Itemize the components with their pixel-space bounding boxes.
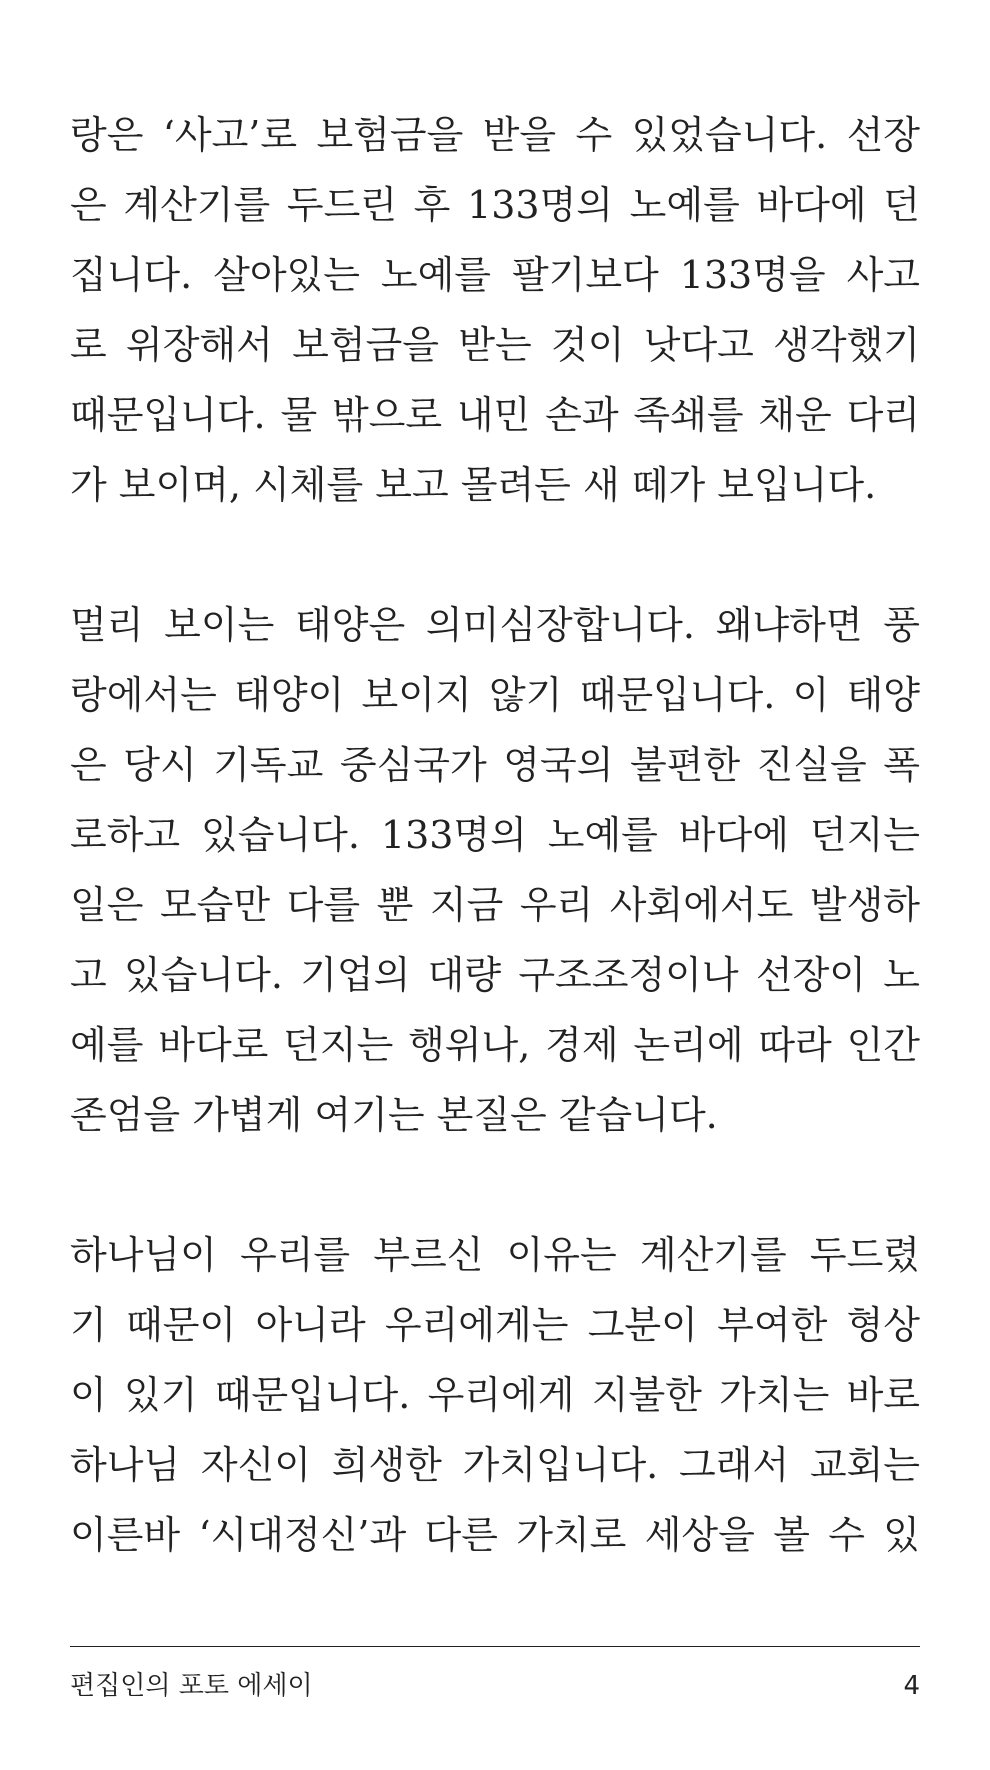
text-line: 기 때문이 아니라 우리에게는 그분이 부여한 형상 <box>70 1303 920 1347</box>
paragraph <box>70 100 920 520</box>
text-line: 하나님이 우리를 부르신 이유는 계산기를 두드렸 <box>70 1233 920 1277</box>
text-line: 고 있습니다. 기업의 대량 구조조정이나 선장이 노 <box>70 953 920 997</box>
text-line: 예를 바다로 던지는 행위나, 경제 논리에 따라 인간 <box>70 1023 920 1067</box>
paragraph <box>70 1220 920 1570</box>
text-line: 이른바 ‘시대정신’과 다른 가치로 세상을 볼 수 있 <box>70 1513 920 1557</box>
text-line: 때문입니다. 물 밖으로 내민 손과 족쇄를 채운 다리 <box>70 393 920 437</box>
footer-publication-title: 편집인의 포토 에세이 <box>70 1671 313 1701</box>
text-line: 멀리 보이는 태양은 의미심장합니다. 왜냐하면 풍 <box>70 603 920 647</box>
text-line: 가 보이며, 시체를 보고 몰려든 새 떼가 보입니다. <box>70 463 877 507</box>
text-line: 하나님 자신이 희생한 가치입니다. 그래서 교회는 <box>70 1443 920 1487</box>
text-line: 로하고 있습니다. 133명의 노예를 바다에 던지는 <box>70 813 920 857</box>
paragraph <box>70 590 920 1150</box>
text-line: 집니다. 살아있는 노예를 팔기보다 133명을 사고 <box>70 253 920 297</box>
article-body <box>70 100 920 1570</box>
footer-divider <box>70 1646 920 1647</box>
text-line: 이 있기 때문입니다. 우리에게 지불한 가치는 바로 <box>70 1373 920 1417</box>
text-line: 랑은 ‘사고’로 보험금을 받을 수 있었습니다. 선장 <box>70 113 920 157</box>
text-line: 랑에서는 태양이 보이지 않기 때문입니다. 이 태양 <box>70 673 920 717</box>
text-line: 은 계산기를 두드린 후 133명의 노예를 바다에 던 <box>70 183 920 227</box>
text-line: 일은 모습만 다를 뿐 지금 우리 사회에서도 발생하 <box>70 883 920 927</box>
text-line: 존엄을 가볍게 여기는 본질은 같습니다. <box>70 1093 718 1137</box>
text-line: 로 위장해서 보험금을 받는 것이 낫다고 생각했기 <box>70 323 920 367</box>
page-number: 4 <box>903 1671 920 1701</box>
text-line: 은 당시 기독교 중심국가 영국의 불편한 진실을 폭 <box>70 743 920 787</box>
